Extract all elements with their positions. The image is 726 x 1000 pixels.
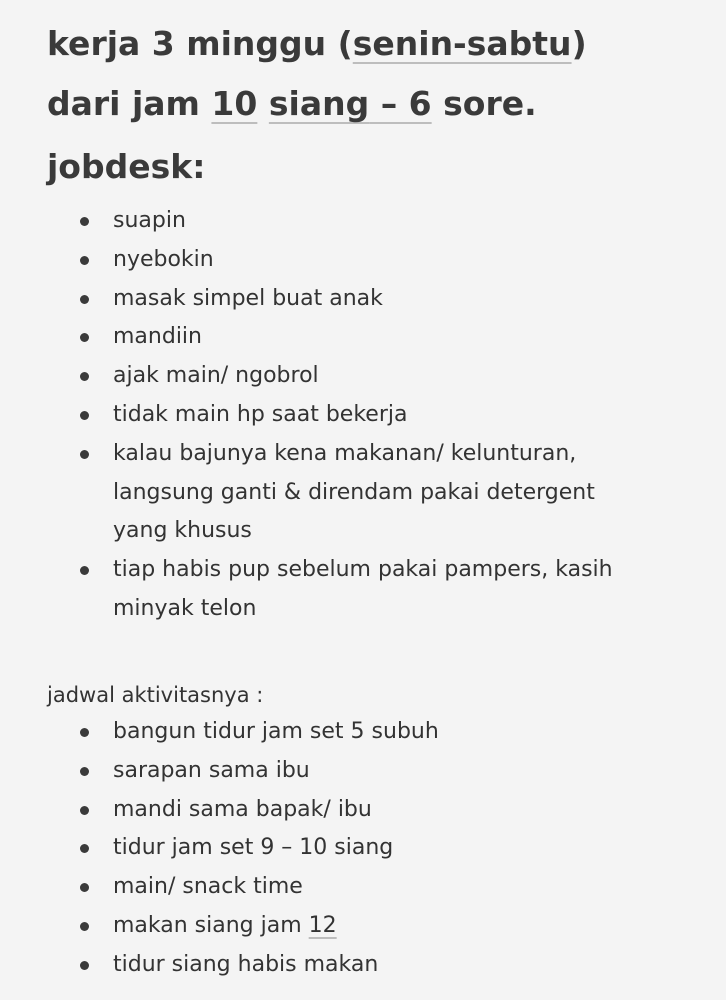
schedule-item [0, 752, 673, 791]
schedule-item [0, 946, 673, 985]
schedule-item [0, 791, 673, 830]
bullet-icon [80, 217, 89, 226]
schedule-item-text: makan siang jam [113, 912, 309, 938]
lunch-hour: 12 [308, 912, 337, 938]
heading-start-hour: 10 [211, 84, 258, 123]
schedule-title: jadwal aktivitasnya : [47, 683, 264, 707]
jobdesk-item [0, 280, 673, 319]
jobdesk-item-text: suapin [113, 208, 186, 233]
jobdesk-item [0, 318, 673, 357]
heading-work-period-prefix: kerja 3 minggu ( [47, 24, 353, 63]
schedule-item-text: bangun tidur jam set 5 subuh [113, 719, 439, 744]
bullet-icon [80, 256, 89, 265]
jobdesk-item-text: tidak main hp saat bekerja [113, 401, 408, 427]
jobdesk-item [0, 241, 673, 280]
bullet-icon [80, 844, 89, 853]
bullet-icon [80, 295, 89, 304]
schedule-item-text: mandi sama bapak/ ibu [113, 796, 372, 822]
jobdesk-item [0, 396, 673, 435]
schedule-item-text: main/ snack time [113, 874, 303, 900]
bullet-icon [80, 806, 89, 815]
jobdesk-list [0, 202, 673, 629]
jobdesk-item [0, 435, 673, 551]
bullet-icon [80, 922, 89, 931]
jobdesk-item-text: minyak telon [113, 595, 257, 621]
schedule-list [0, 713, 673, 985]
jobdesk-item-text: yang khusus [113, 518, 252, 544]
heading-start-period: siang [268, 84, 370, 123]
bullet-icon [80, 728, 89, 737]
bullet-icon [80, 372, 89, 381]
schedule-item [0, 713, 673, 752]
heading-work-period-suffix: ) [571, 24, 587, 63]
jobdesk-item-text: ajak main/ ngobrol [113, 363, 319, 389]
bullet-icon [80, 333, 89, 342]
jobdesk-item-text: langsung ganti & direndam pakai detergent [113, 479, 595, 505]
jobdesk-item [0, 357, 673, 396]
schedule-item-text: tidur jam set 9 – 10 siang [113, 835, 394, 861]
jobdesk-item-text: masak simpel buat anak [113, 285, 383, 311]
bullet-icon [80, 767, 89, 776]
heading-work-hours [47, 84, 537, 124]
heading-work-period [47, 24, 587, 64]
schedule-item-text: tidur siang habis makan [113, 951, 379, 977]
jobdesk-item-text: mandiin [113, 324, 202, 350]
bullet-icon [80, 450, 89, 459]
heading-end-hour: – 6 [369, 84, 432, 123]
heading-days: senin-sabtu [352, 24, 572, 63]
schedule-item-text: sarapan sama ibu [113, 757, 310, 783]
schedule-item [0, 868, 673, 907]
heading-end-period: sore. [431, 84, 537, 123]
bullet-icon [80, 883, 89, 892]
bullet-icon [80, 411, 89, 420]
bullet-icon [80, 961, 89, 970]
heading-jobdesk: jobdesk: [47, 147, 206, 186]
jobdesk-item-text: nyebokin [113, 246, 214, 272]
heading-hours-prefix: dari jam [47, 84, 212, 123]
jobdesk-item-text: tiap habis pup sebelum pakai pampers, kasih [113, 557, 613, 583]
schedule-item [0, 829, 673, 868]
heading-space [257, 84, 269, 123]
bullet-icon [80, 566, 89, 575]
jobdesk-item [0, 202, 673, 241]
jobdesk-item [0, 551, 673, 629]
schedule-item [0, 907, 673, 946]
jobdesk-item-text: kalau bajunya kena makanan/ kelunturan, [113, 440, 577, 466]
